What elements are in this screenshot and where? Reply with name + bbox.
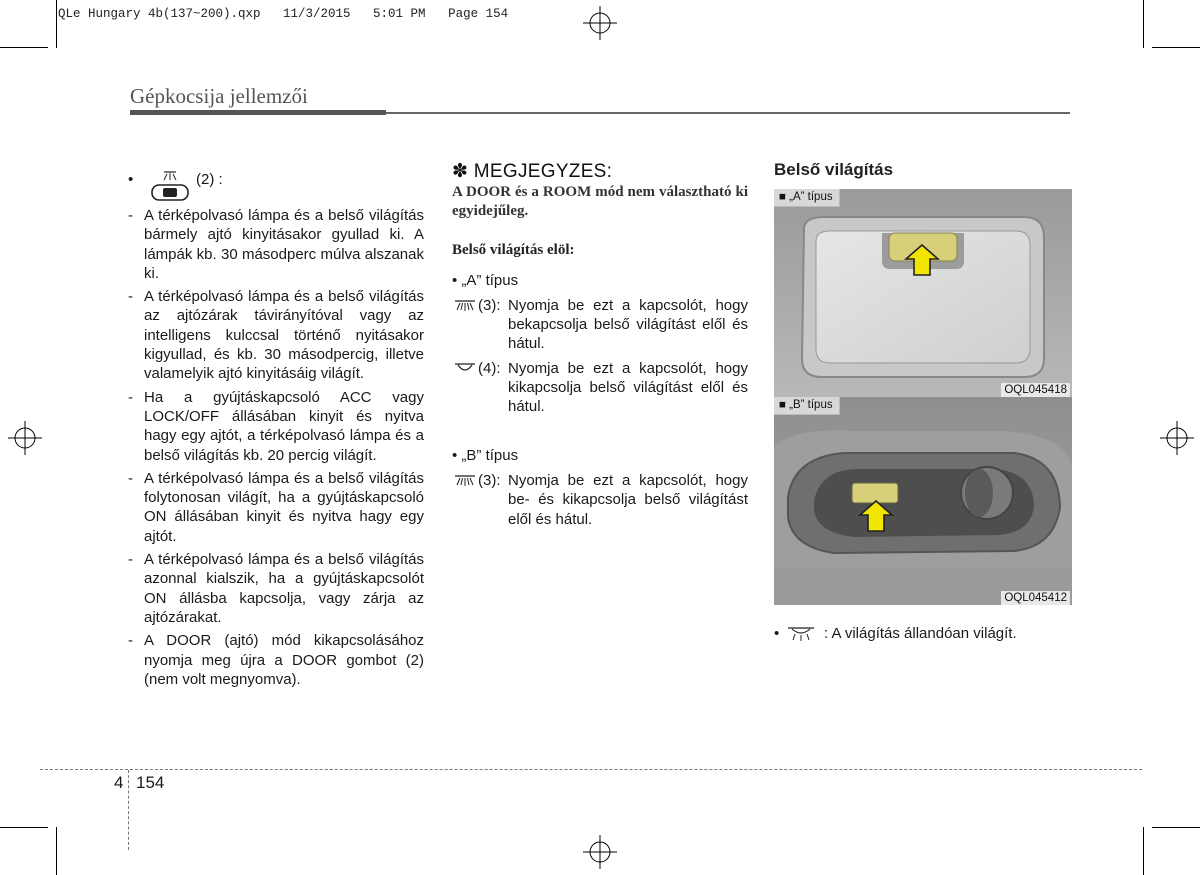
- lamp-off-icon: [452, 359, 478, 377]
- title-rule: [386, 112, 1070, 114]
- door-lamp-button-icon: [148, 170, 192, 204]
- list-item: - Ha a gyújtáskapcsoló ACC vagy LOCK/OFF állásában kinyit és nyitva hagy egy ajtót, a térképolvasó lámpa és a belső világítás kb. 20 percig világít.: [128, 388, 424, 464]
- lamp-on-icon: [452, 471, 478, 489]
- always-on-text: : A világítás állandóan világít.: [824, 625, 1017, 642]
- crop-mark: [1152, 827, 1200, 828]
- section-title: Gépkocsija jellemzői: [130, 84, 308, 108]
- photo-label: ■ „B” típus: [774, 397, 840, 415]
- chapter-number: 4: [114, 773, 124, 792]
- crop-mark: [1143, 827, 1144, 875]
- column-front-lighting: [452, 162, 748, 529]
- registration-mark-icon: [583, 835, 617, 869]
- photo-label: ■ „A” típus: [774, 189, 840, 207]
- column-door-mode: [128, 170, 424, 693]
- door-button-ref: (2) :: [196, 171, 223, 188]
- always-on-bullet: • : A világítás állandóan világít.: [774, 625, 1017, 642]
- switch-row: (3): Nyomja be ezt a kapcsolót, hogy bekapcsolja belső világítást elől és hátul.: [452, 296, 748, 354]
- print-slug: QLe Hungary 4b(137~200).qxp 11/3/2015 5:01 PM Page 154: [58, 7, 509, 21]
- crop-mark: [0, 47, 48, 48]
- list-item: - A térképolvasó lámpa és a belső világítás azonnal kialszik, ha a gyújtáskapcsolót ON állásba kapcsolja, vagy zárja az ajtózárakat.: [128, 551, 424, 626]
- list-item: - A térképolvasó lámpa és a belső világítás az ajtózárak távirányítóval vagy az intelligens kulccsal történő nyitásakor kigyullad, és kb. 30 másodpercig, illetve valamelyik ajtó kinyitásáig világít.: [128, 288, 424, 383]
- crop-mark: [56, 827, 57, 875]
- registration-mark-icon: [583, 6, 617, 40]
- footer-divider: [128, 770, 129, 850]
- crop-mark: [1143, 0, 1144, 48]
- list-item: - A térképolvasó lámpa és a belső világítás bármely ajtó kinyitásakor gyullad ki. A lámpák kb. 30 másodperc múlva alszanak ki.: [128, 207, 424, 282]
- footer-rule: [40, 769, 1142, 770]
- photo-type-a: [774, 189, 1072, 397]
- subheading: Belső világítás elöl:: [452, 242, 575, 259]
- page-number: 154: [136, 773, 165, 792]
- note-title: ✽ MEGJEGYZES:: [452, 161, 613, 182]
- map-lamp-a-illustration: [774, 189, 1072, 397]
- photo-code: OQL045418: [1001, 383, 1070, 397]
- crop-mark: [0, 827, 48, 828]
- switch-row: (4): Nyomja be ezt a kapcsolót, hogy kikapcsolja belső világítást elől és hátul.: [452, 359, 748, 417]
- interior-light-heading: Belső világítás: [774, 160, 894, 179]
- switch-row: (3): Nyomja be ezt a kapcsolót, hogy be- és kikapcsolja belső világítást elől és hátul.: [452, 471, 748, 529]
- crop-mark: [1152, 47, 1200, 48]
- crop-mark: [56, 0, 57, 48]
- list-item: - A térképolvasó lámpa és a belső világítás folytonosan világít, ha a gyújtáskapcsoló ON állásában kinyit és nyitva hagy egy ajtót.: [128, 469, 424, 545]
- photo-code: OQL045412: [1001, 591, 1070, 605]
- map-lamp-b-illustration: [774, 397, 1072, 605]
- registration-mark-icon: [1160, 421, 1194, 455]
- note-body: A DOOR és a ROOM mód nem választható ki egyidejűleg.: [452, 184, 748, 220]
- door-button-bullet: • (2) :: [128, 170, 424, 206]
- photo-type-b: [774, 397, 1072, 605]
- registration-mark-icon: [8, 421, 42, 455]
- type-a-label: • „A” típus: [452, 271, 519, 289]
- type-b-label: • „B” típus: [452, 446, 519, 464]
- list-item: - A DOOR (ajtó) mód kikapcsolásához nyomja meg újra a DOOR gombot (2) (nem volt megnyomva).: [128, 632, 424, 688]
- lamp-always-on-icon: [786, 625, 816, 643]
- lamp-on-icon: [452, 296, 478, 314]
- title-rule: [130, 110, 386, 115]
